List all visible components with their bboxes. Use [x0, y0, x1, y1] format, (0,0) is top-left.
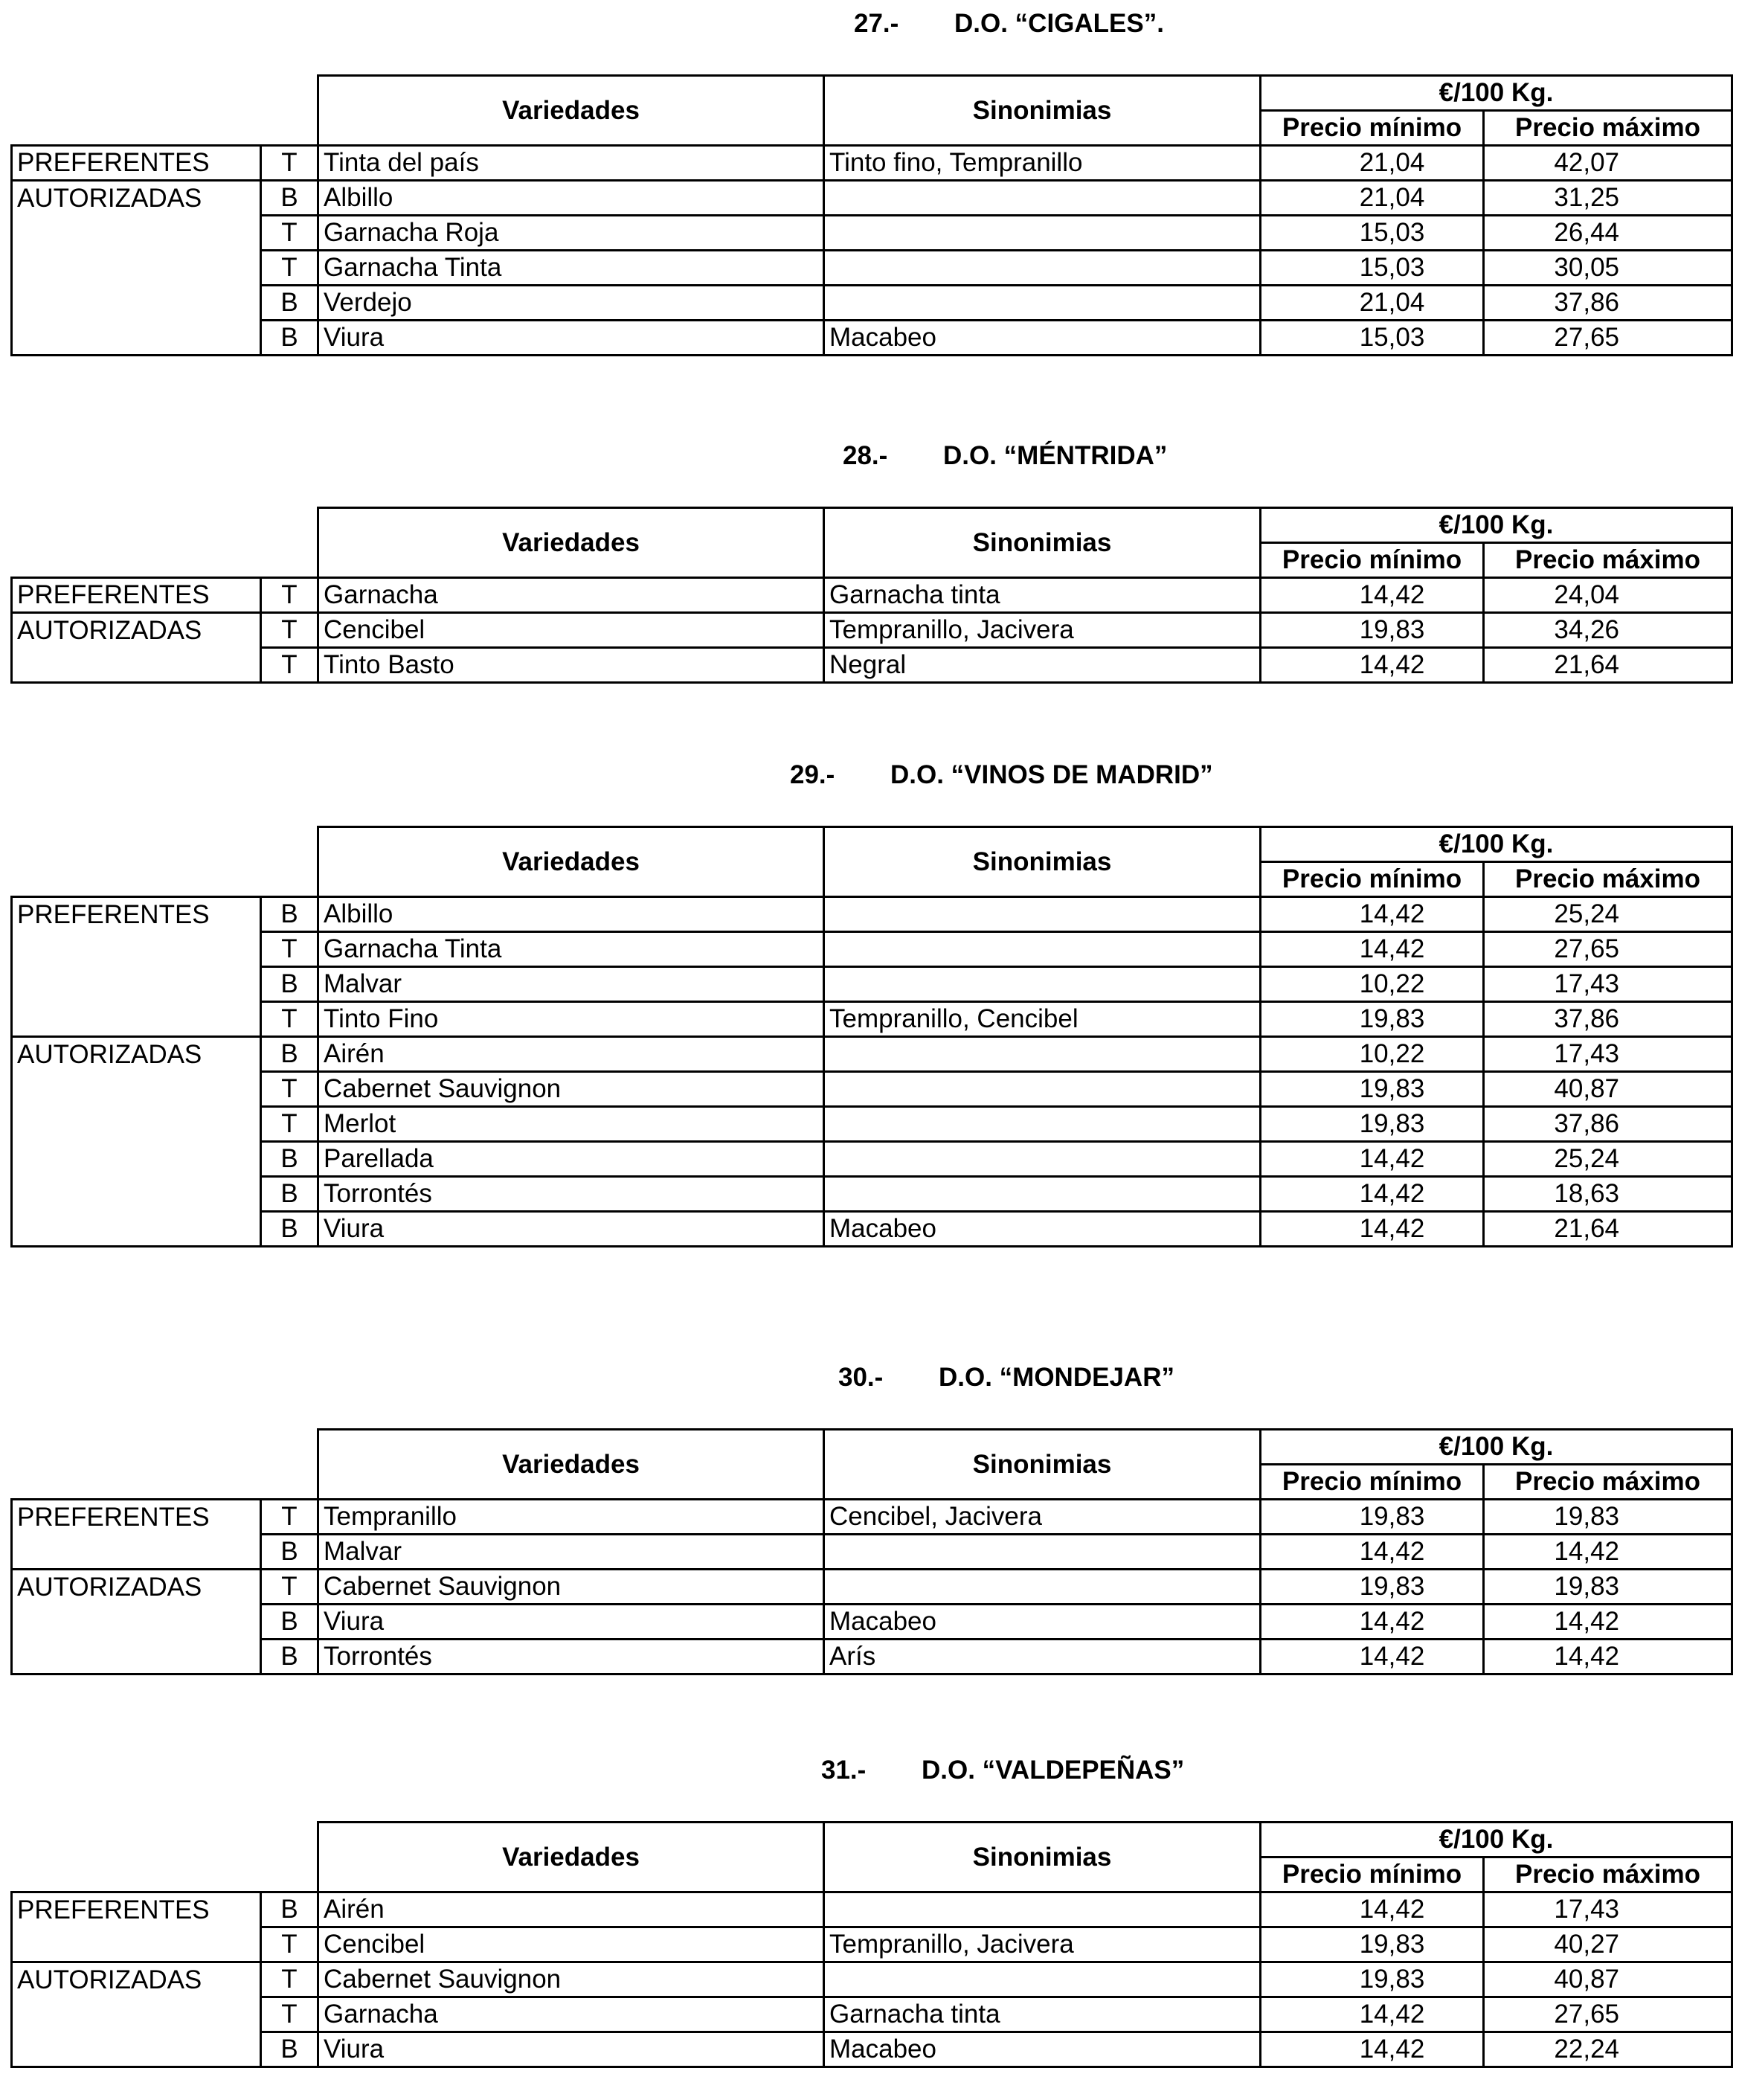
variety-cell: Viura — [318, 1212, 824, 1247]
header-sinonimias: Sinonimias — [824, 1823, 1261, 1892]
variety-cell: Garnacha — [318, 578, 824, 613]
color-cell: B — [261, 1640, 318, 1674]
category-cell: PREFERENTES — [12, 578, 261, 613]
price-max-cell: 37,86 — [1484, 1107, 1732, 1142]
header-blank — [12, 1823, 318, 1892]
header-precio-min: Precio mínimo — [1261, 111, 1484, 146]
price-min-cell: 14,42 — [1261, 932, 1484, 967]
variety-cell: Malvar — [318, 1535, 824, 1570]
header-row-1 — [12, 827, 1732, 862]
color-cell: B — [261, 897, 318, 932]
price-min-cell: 14,42 — [1261, 1997, 1484, 2032]
price-min-cell: 21,04 — [1261, 146, 1484, 181]
price-min-cell: 14,42 — [1261, 1535, 1484, 1570]
category-cell: PREFERENTES — [12, 1892, 261, 1927]
header-variedades: Variedades — [318, 1823, 824, 1892]
header-precio-min: Precio mínimo — [1261, 862, 1484, 897]
section-title — [0, 1754, 1739, 1787]
header-precio-max: Precio máximo — [1484, 111, 1732, 146]
table-row — [12, 1177, 1732, 1212]
synonym-cell: Negral — [824, 648, 1261, 683]
header-precio-group: €/100 Kg. — [1261, 76, 1732, 111]
header-row-1 — [12, 1430, 1732, 1465]
variety-cell: Albillo — [318, 897, 824, 932]
color-cell: B — [261, 967, 318, 1002]
header-row-1 — [12, 508, 1732, 543]
header-blank — [12, 76, 318, 146]
synonym-cell — [824, 1142, 1261, 1177]
section-number: 30.- — [838, 1363, 884, 1392]
variety-cell: Garnacha — [318, 1997, 824, 2032]
synonym-cell — [824, 216, 1261, 251]
color-cell: T — [261, 216, 318, 251]
price-max-cell: 40,27 — [1484, 1927, 1732, 1962]
header-sinonimias: Sinonimias — [824, 827, 1261, 897]
header-variedades: Variedades — [318, 1430, 824, 1500]
synonym-cell — [824, 251, 1261, 286]
variety-cell: Airén — [318, 1892, 824, 1927]
price-max-cell: 17,43 — [1484, 1892, 1732, 1927]
category-cell — [12, 286, 261, 321]
price-min-cell: 21,04 — [1261, 286, 1484, 321]
price-max-cell: 21,64 — [1484, 648, 1732, 683]
section-number: 27.- — [854, 9, 899, 38]
header-precio-min: Precio mínimo — [1261, 1465, 1484, 1500]
variety-cell: Cabernet Sauvignon — [318, 1962, 824, 1997]
color-cell: B — [261, 1142, 318, 1177]
price-min-cell: 14,42 — [1261, 1892, 1484, 1927]
price-min-cell: 10,22 — [1261, 967, 1484, 1002]
price-max-cell: 27,65 — [1484, 1997, 1732, 2032]
section-name: D.O. “VINOS DE MADRID” — [890, 760, 1213, 789]
synonym-cell: Macabeo — [824, 2032, 1261, 2067]
table-row — [12, 578, 1732, 613]
color-cell: T — [261, 648, 318, 683]
header-sinonimias: Sinonimias — [824, 1430, 1261, 1500]
table-row — [12, 2032, 1732, 2067]
synonym-cell: Tempranillo, Jacivera — [824, 1927, 1261, 1962]
price-max-cell: 37,86 — [1484, 1002, 1732, 1037]
variety-cell: Tinto Basto — [318, 648, 824, 683]
header-blank — [12, 508, 318, 578]
synonym-cell — [824, 1535, 1261, 1570]
category-cell — [12, 1107, 261, 1142]
variety-cell: Viura — [318, 321, 824, 356]
price-min-cell: 14,42 — [1261, 2032, 1484, 2067]
section-title — [0, 7, 1739, 40]
table-row — [12, 251, 1732, 286]
color-cell: B — [261, 1892, 318, 1927]
table-row — [12, 897, 1732, 932]
price-min-cell: 14,42 — [1261, 648, 1484, 683]
section-number: 31.- — [821, 1756, 867, 1785]
color-cell: T — [261, 1500, 318, 1535]
price-min-cell: 14,42 — [1261, 897, 1484, 932]
category-cell — [12, 1640, 261, 1674]
category-cell — [12, 1002, 261, 1037]
variety-cell: Cabernet Sauvignon — [318, 1570, 824, 1605]
price-min-cell: 14,42 — [1261, 1142, 1484, 1177]
header-precio-group: €/100 Kg. — [1261, 1430, 1732, 1465]
section-number: 28.- — [843, 441, 888, 470]
color-cell: T — [261, 1107, 318, 1142]
table-row — [12, 1640, 1732, 1674]
color-cell: B — [261, 1177, 318, 1212]
table-row — [12, 1997, 1732, 2032]
synonym-cell — [824, 1962, 1261, 1997]
color-cell: B — [261, 1037, 318, 1072]
table-row — [12, 1002, 1732, 1037]
synonym-cell: Tempranillo, Cencibel — [824, 1002, 1261, 1037]
synonym-cell — [824, 1037, 1261, 1072]
color-cell: T — [261, 146, 318, 181]
header-variedades: Variedades — [318, 827, 824, 897]
table-row — [12, 1212, 1732, 1247]
color-cell: T — [261, 932, 318, 967]
price-max-cell: 17,43 — [1484, 967, 1732, 1002]
table-row — [12, 648, 1732, 683]
section-title — [0, 1361, 1739, 1394]
synonym-cell — [824, 181, 1261, 216]
category-cell — [12, 648, 261, 683]
variety-cell: Viura — [318, 1605, 824, 1640]
price-max-cell: 18,63 — [1484, 1177, 1732, 1212]
table-row — [12, 181, 1732, 216]
synonym-cell: Tempranillo, Jacivera — [824, 613, 1261, 648]
table-row — [12, 1892, 1732, 1927]
variety-cell: Airén — [318, 1037, 824, 1072]
section-number: 29.- — [790, 760, 835, 789]
color-cell: T — [261, 613, 318, 648]
price-max-cell: 25,24 — [1484, 1142, 1732, 1177]
synonym-cell: Cencibel, Jacivera — [824, 1500, 1261, 1535]
category-cell: AUTORIZADAS — [12, 1962, 261, 1997]
table-row — [12, 1072, 1732, 1107]
price-max-cell: 17,43 — [1484, 1037, 1732, 1072]
variety-cell: Viura — [318, 2032, 824, 2067]
header-row-1 — [12, 76, 1732, 111]
category-cell — [12, 216, 261, 251]
price-max-cell: 42,07 — [1484, 146, 1732, 181]
synonym-cell — [824, 286, 1261, 321]
table-row — [12, 1142, 1732, 1177]
variety-cell: Parellada — [318, 1142, 824, 1177]
price-max-cell: 14,42 — [1484, 1605, 1732, 1640]
price-min-cell: 19,83 — [1261, 1962, 1484, 1997]
table-row — [12, 146, 1732, 181]
color-cell: B — [261, 1535, 318, 1570]
price-min-cell: 19,83 — [1261, 1072, 1484, 1107]
category-cell — [12, 1605, 261, 1640]
color-cell: B — [261, 321, 318, 356]
header-precio-group: €/100 Kg. — [1261, 827, 1732, 862]
header-row-1 — [12, 1823, 1732, 1857]
color-cell: T — [261, 1962, 318, 1997]
category-cell — [12, 967, 261, 1002]
header-blank — [12, 1430, 318, 1500]
price-min-cell: 19,83 — [1261, 1107, 1484, 1142]
price-min-cell: 14,42 — [1261, 1605, 1484, 1640]
variety-cell: Verdejo — [318, 286, 824, 321]
variety-cell: Malvar — [318, 967, 824, 1002]
variety-cell: Garnacha Roja — [318, 216, 824, 251]
header-variedades: Variedades — [318, 508, 824, 578]
header-sinonimias: Sinonimias — [824, 76, 1261, 146]
variety-cell: Tempranillo — [318, 1500, 824, 1535]
variety-cell: Merlot — [318, 1107, 824, 1142]
price-min-cell: 14,42 — [1261, 578, 1484, 613]
price-max-cell: 21,64 — [1484, 1212, 1732, 1247]
synonym-cell: Macabeo — [824, 1605, 1261, 1640]
header-precio-min: Precio mínimo — [1261, 1857, 1484, 1892]
price-min-cell: 15,03 — [1261, 216, 1484, 251]
table-row — [12, 932, 1732, 967]
price-max-cell: 27,65 — [1484, 321, 1732, 356]
header-sinonimias: Sinonimias — [824, 508, 1261, 578]
variety-cell: Garnacha Tinta — [318, 932, 824, 967]
table-row — [12, 286, 1732, 321]
category-cell — [12, 1072, 261, 1107]
synonym-cell — [824, 1177, 1261, 1212]
price-max-cell: 27,65 — [1484, 932, 1732, 967]
category-cell: AUTORIZADAS — [12, 613, 261, 648]
price-table — [10, 74, 1733, 356]
price-max-cell: 34,26 — [1484, 613, 1732, 648]
variety-cell: Cencibel — [318, 1927, 824, 1962]
table-row — [12, 1962, 1732, 1997]
synonym-cell — [824, 1107, 1261, 1142]
price-min-cell: 21,04 — [1261, 181, 1484, 216]
price-max-cell: 24,04 — [1484, 578, 1732, 613]
color-cell: T — [261, 251, 318, 286]
price-min-cell: 19,83 — [1261, 1002, 1484, 1037]
category-cell — [12, 321, 261, 356]
category-cell — [12, 1997, 261, 2032]
color-cell: T — [261, 1927, 318, 1962]
color-cell: T — [261, 1570, 318, 1605]
header-precio-max: Precio máximo — [1484, 862, 1732, 897]
table-row — [12, 1927, 1732, 1962]
table-row — [12, 613, 1732, 648]
price-table — [10, 1428, 1733, 1675]
variety-cell: Cabernet Sauvignon — [318, 1072, 824, 1107]
category-cell: PREFERENTES — [12, 146, 261, 181]
header-precio-max: Precio máximo — [1484, 543, 1732, 578]
price-max-cell: 37,86 — [1484, 286, 1732, 321]
color-cell: B — [261, 286, 318, 321]
category-cell — [12, 1212, 261, 1247]
category-cell: AUTORIZADAS — [12, 181, 261, 216]
table-row — [12, 1037, 1732, 1072]
price-min-cell: 15,03 — [1261, 251, 1484, 286]
header-variedades: Variedades — [318, 76, 824, 146]
table-row — [12, 1500, 1732, 1535]
price-min-cell: 19,83 — [1261, 1927, 1484, 1962]
table-row — [12, 1107, 1732, 1142]
variety-cell: Torrontés — [318, 1640, 824, 1674]
variety-cell: Torrontés — [318, 1177, 824, 1212]
price-table — [10, 507, 1733, 684]
category-cell — [12, 1177, 261, 1212]
color-cell: B — [261, 2032, 318, 2067]
price-max-cell: 31,25 — [1484, 181, 1732, 216]
header-precio-max: Precio máximo — [1484, 1857, 1732, 1892]
category-cell — [12, 1927, 261, 1962]
synonym-cell — [824, 932, 1261, 967]
synonym-cell: Macabeo — [824, 321, 1261, 356]
section-name: D.O. “MÉNTRIDA” — [943, 441, 1168, 470]
price-min-cell: 14,42 — [1261, 1177, 1484, 1212]
header-precio-max: Precio máximo — [1484, 1465, 1732, 1500]
table-row — [12, 1570, 1732, 1605]
price-max-cell: 30,05 — [1484, 251, 1732, 286]
header-precio-group: €/100 Kg. — [1261, 1823, 1732, 1857]
header-blank — [12, 827, 318, 897]
variety-cell: Garnacha Tinta — [318, 251, 824, 286]
category-cell — [12, 2032, 261, 2067]
synonym-cell — [824, 967, 1261, 1002]
price-max-cell: 19,83 — [1484, 1570, 1732, 1605]
table-row — [12, 1605, 1732, 1640]
synonym-cell — [824, 1892, 1261, 1927]
color-cell: T — [261, 578, 318, 613]
color-cell: T — [261, 1072, 318, 1107]
price-max-cell: 22,24 — [1484, 2032, 1732, 2067]
price-min-cell: 15,03 — [1261, 321, 1484, 356]
price-max-cell: 26,44 — [1484, 216, 1732, 251]
color-cell: T — [261, 1002, 318, 1037]
price-min-cell: 19,83 — [1261, 613, 1484, 648]
synonym-cell — [824, 1570, 1261, 1605]
category-cell: PREFERENTES — [12, 1500, 261, 1535]
section-name: D.O. “VALDEPEÑAS” — [922, 1756, 1185, 1785]
category-cell: AUTORIZADAS — [12, 1570, 261, 1605]
category-cell — [12, 1142, 261, 1177]
variety-cell: Tinto Fino — [318, 1002, 824, 1037]
price-max-cell: 19,83 — [1484, 1500, 1732, 1535]
price-min-cell: 19,83 — [1261, 1500, 1484, 1535]
synonym-cell: Tinto fino, Tempranillo — [824, 146, 1261, 181]
color-cell: T — [261, 1997, 318, 2032]
price-table — [10, 1821, 1733, 2068]
price-min-cell: 10,22 — [1261, 1037, 1484, 1072]
price-max-cell: 40,87 — [1484, 1962, 1732, 1997]
price-max-cell: 40,87 — [1484, 1072, 1732, 1107]
synonym-cell: Macabeo — [824, 1212, 1261, 1247]
synonym-cell: Arís — [824, 1640, 1261, 1674]
header-precio-min: Precio mínimo — [1261, 543, 1484, 578]
category-cell — [12, 932, 261, 967]
category-cell — [12, 1535, 261, 1570]
header-precio-group: €/100 Kg. — [1261, 508, 1732, 543]
price-max-cell: 14,42 — [1484, 1640, 1732, 1674]
price-min-cell: 14,42 — [1261, 1212, 1484, 1247]
price-max-cell: 25,24 — [1484, 897, 1732, 932]
table-row — [12, 321, 1732, 356]
section-title — [0, 759, 1739, 791]
section-title — [0, 440, 1739, 472]
price-min-cell: 14,42 — [1261, 1640, 1484, 1674]
category-cell — [12, 251, 261, 286]
price-max-cell: 14,42 — [1484, 1535, 1732, 1570]
price-table — [10, 826, 1733, 1248]
color-cell: B — [261, 1212, 318, 1247]
color-cell: B — [261, 181, 318, 216]
synonym-cell — [824, 897, 1261, 932]
category-cell: PREFERENTES — [12, 897, 261, 932]
variety-cell: Tinta del país — [318, 146, 824, 181]
variety-cell: Albillo — [318, 181, 824, 216]
synonym-cell: Garnacha tinta — [824, 578, 1261, 613]
table-row — [12, 1535, 1732, 1570]
synonym-cell: Garnacha tinta — [824, 1997, 1261, 2032]
table-row — [12, 967, 1732, 1002]
section-name: D.O. “CIGALES”. — [954, 9, 1164, 38]
category-cell: AUTORIZADAS — [12, 1037, 261, 1072]
section-name: D.O. “MONDEJAR” — [939, 1363, 1174, 1392]
synonym-cell — [824, 1072, 1261, 1107]
color-cell: B — [261, 1605, 318, 1640]
variety-cell: Cencibel — [318, 613, 824, 648]
price-min-cell: 19,83 — [1261, 1570, 1484, 1605]
table-row — [12, 216, 1732, 251]
